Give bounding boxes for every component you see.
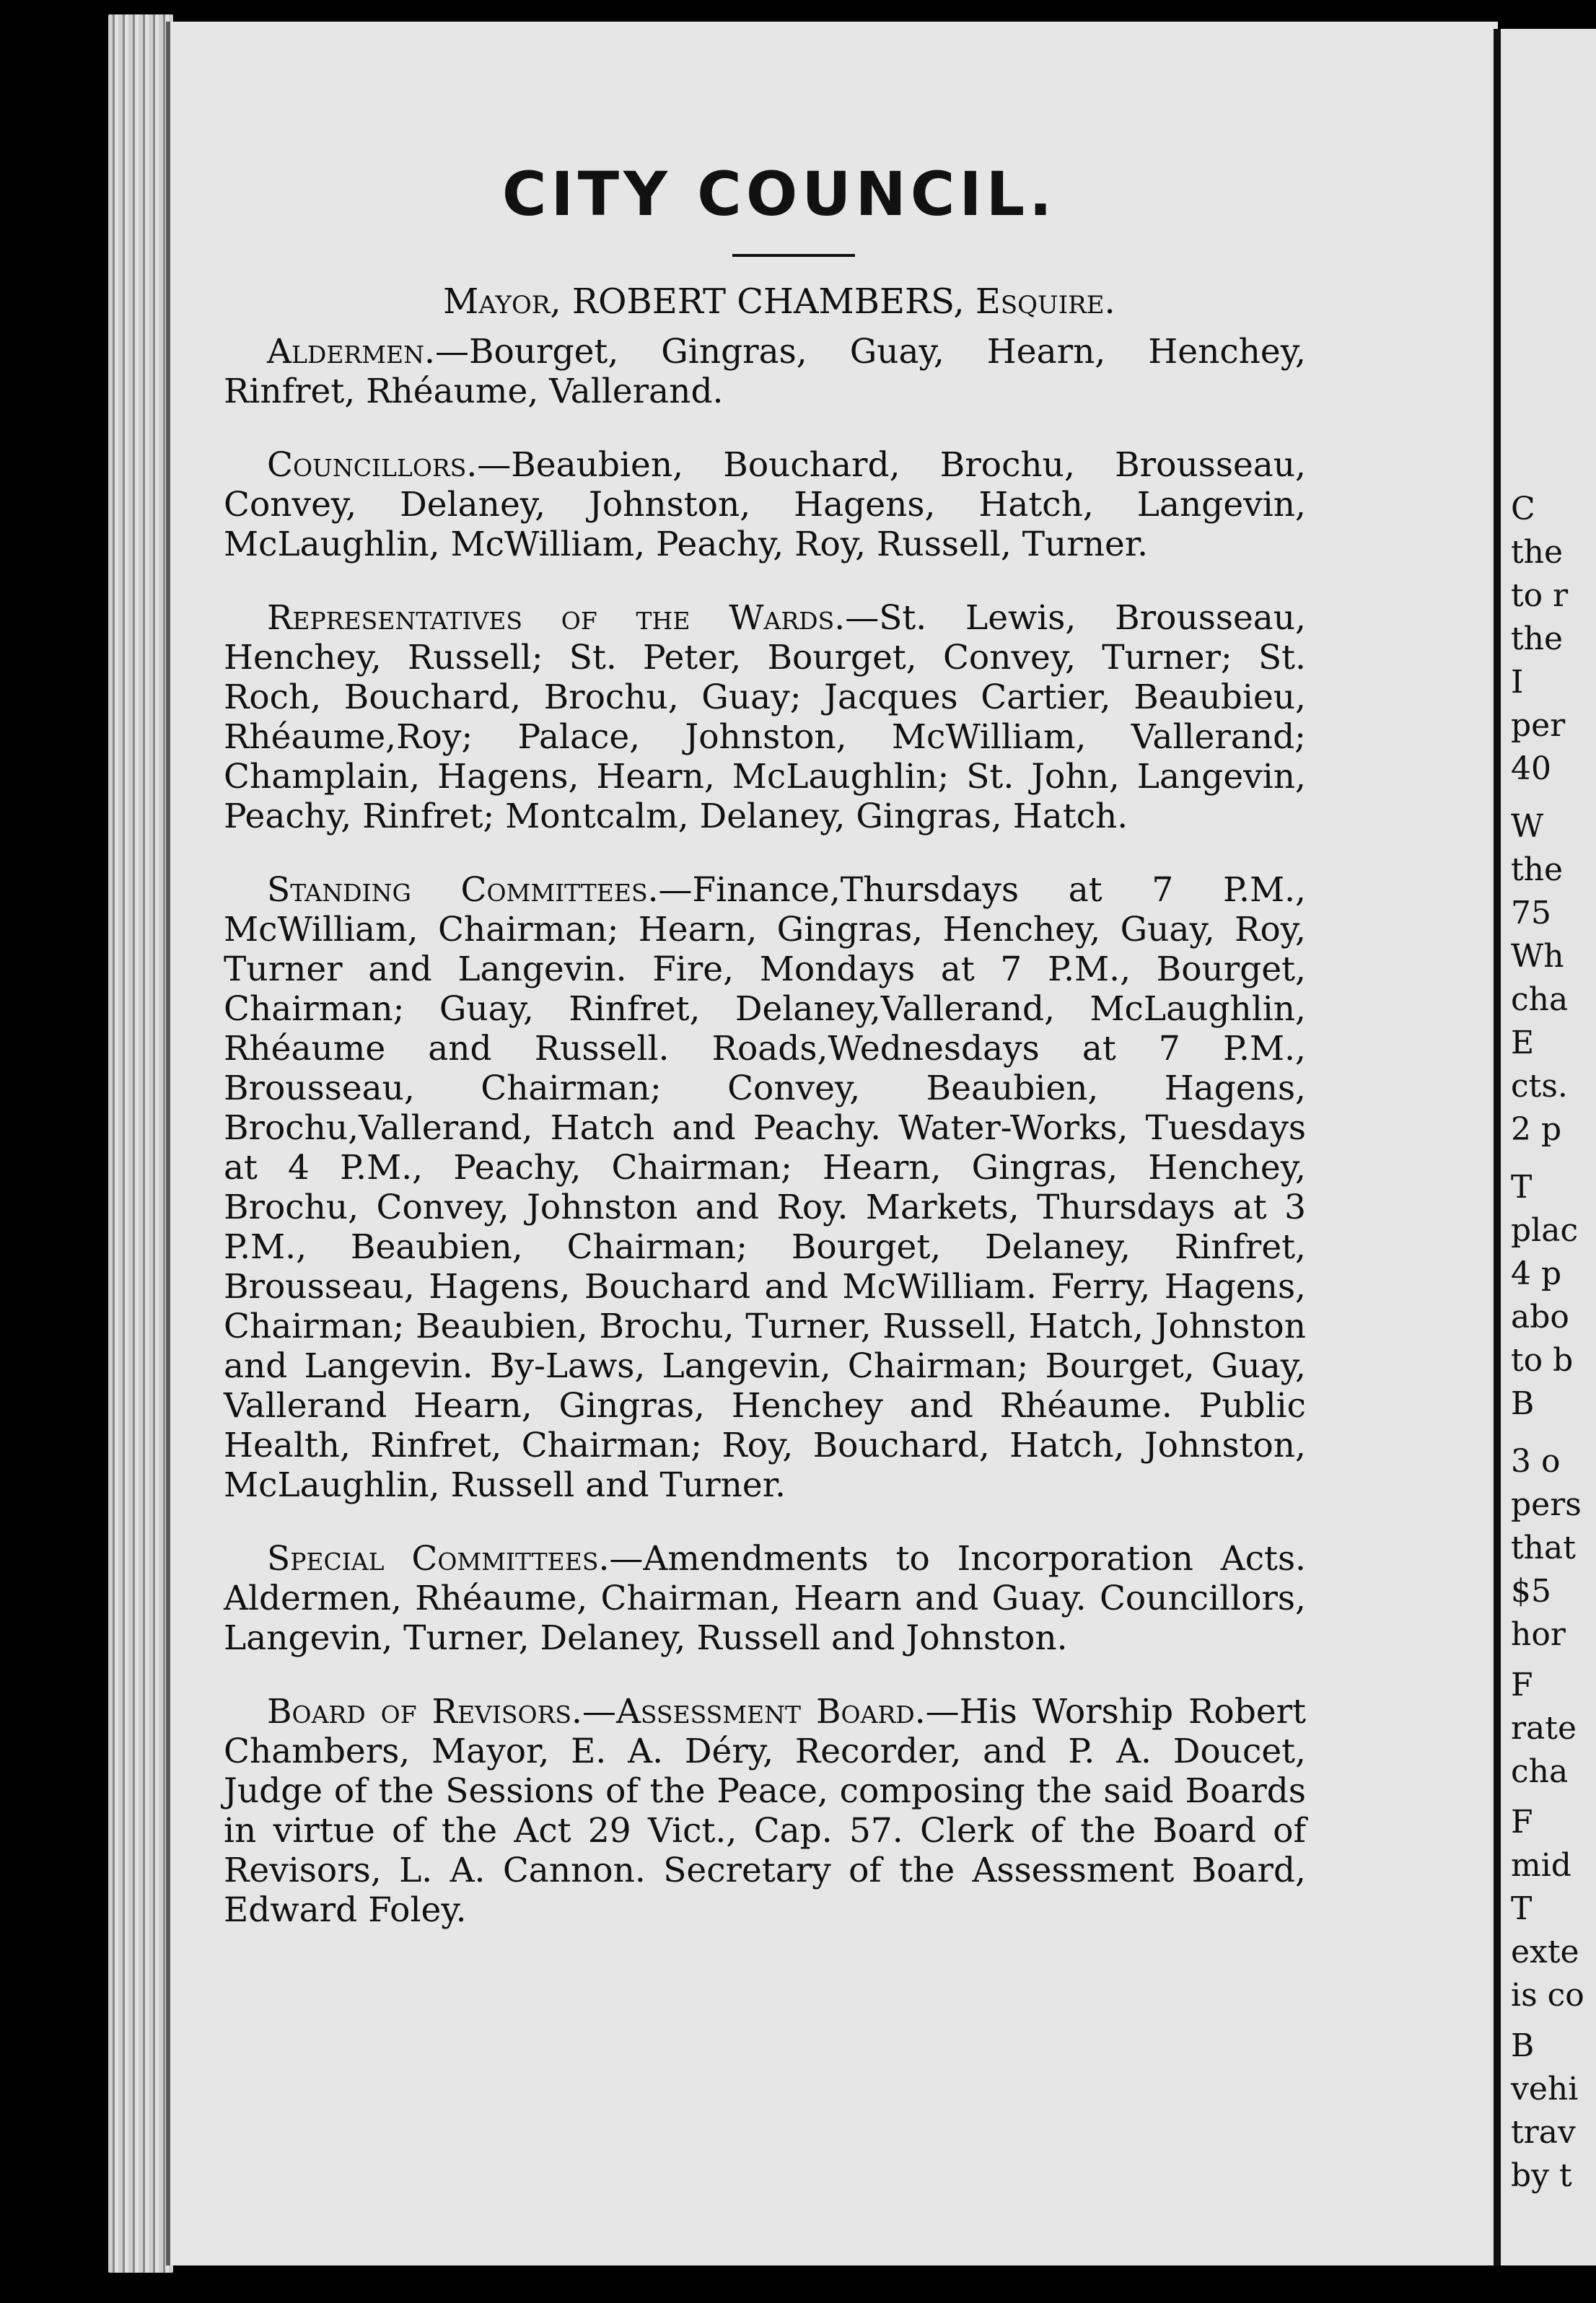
facing-page-fragment: 4 p [1511,1255,1562,1292]
facing-page-fragment: B [1511,1385,1535,1422]
paragraph-label: Representatives of the Wards. [267,598,846,638]
book-page-edges [108,14,173,2273]
page-content [224,43,1306,1964]
facing-page-fragment: F [1511,1804,1533,1841]
paragraph-label: Standing Committees. [267,870,659,910]
paragraph-label: Aldermen. [267,332,435,372]
paragraph-label: Board of Revisors.—Assessment Board. [267,1692,926,1732]
facing-page-fragment: vehi [1511,2071,1579,2107]
facing-page-fragment: by t [1511,2157,1572,2194]
facing-page-fragment: exte [1511,1934,1579,1970]
facing-page-fragment: hor [1511,1616,1566,1653]
facing-page-fragment: T [1511,1169,1533,1206]
facing-page-fragment: $5 [1511,1573,1551,1610]
facing-page-fragment: T [1511,1890,1533,1927]
facing-page-fragment: W [1511,808,1544,845]
facing-page-fragment: 40 [1511,750,1551,787]
facing-page-fragment: 2 p [1511,1111,1562,1148]
facing-page-fragment: I [1511,664,1524,701]
page-title: CITY COUNCIL. [501,159,1057,229]
paragraph-text: —Finance,Thursdays at 7 P.M., McWilliam, Chairman; Hearn, Gingras, Henchey, Guay, Roy, Turner and Langevin. Fire, Mondays at 7 P.M., Bourget, Chairman; Guay, Rinfret, Delaney,Vallerand, McLaughlin, Rhéaume and Russell. Roads,Wednesdays at 7 P.M., Brousseau, Chairman; Convey, Beaubien, Hagens, Brochu,Vallerand, Hatch and Peachy. Water-Works, Tuesdays at 4 P.M., Peachy, Chairman; Hearn, Gingras, Henchey, Brochu, Convey, Johnston and Roy. Markets, Thursdays at 3 P.M., Beaubien, Chairman; Bourget, Delaney, Rinfret, Brousseau, Hagens, Bouchard and McWilliam. Ferry, Hagens, Chairman; Beaubien, Brochu, Turner, Russell, Hatch, Johnston and Langevin. By-Laws, Langevin, Chairman; Bourget, Guay, Vallerand Hearn, Gingras, Henchey and Rhéaume. Public Health, Rinfret, Chairman; Roy, Bouchard, Hatch, Johnston, McLaughlin, Russell and Turner. [224,870,1306,1505]
facing-page-fragment: 75 [1511,895,1551,931]
facing-page-fragment: E [1511,1025,1535,1061]
facing-page-fragment: B [1511,2027,1535,2064]
facing-page-fragment: abo [1511,1299,1569,1335]
special-committees-paragraph [224,1539,1306,1658]
facing-page-fragment: C [1511,491,1535,527]
paragraph-text: —Bourget, Gingras, Guay, Hearn, Henchey, Rinfret, Rhéaume, Vallerand. [224,332,1306,411]
facing-page-fragment: is co [1511,1977,1584,2014]
paragraph-label: Councillors. [267,445,478,485]
paragraph-text: —St. Lewis, Brousseau, Henchey, Russell; St. Peter, Bourget, Convey, Turner; St. Roch, Bouchard, Brochu, Guay; Jacques Cartier, Beaubieu, Rhéaume,Roy; Palace, Johnston, McWilliam, Vallerand; Champlain, Hagens, Hearn, McLaughlin; St. John, Langevin, Peachy, Rinfret; Montcalm, Delaney, Gingras, Hatch. [224,598,1306,836]
title-rule [732,254,855,257]
facing-page-fragment: cha [1511,981,1569,1018]
paragraph-text: —Amendments to Incorporation Acts. Aldermen, Rhéaume, Chairman, Hearn and Guay. Councillors, Langevin, Turner, Delaney, Russell and Johnston. [224,1539,1307,1658]
facing-page-fragment: pers [1511,1486,1582,1523]
wards-paragraph [224,598,1306,836]
paragraph-text: —His Worship Robert Chambers, Mayor, E. A. Déry, Recorder, and P. A. Doucet, Judge of the Sessions of the Peace, composing the said Boards in virtue of the Act 29 Vict., Cap. 57. Clerk of the Board of Revisors, L. A. Cannon. Secretary of the Assessment Board, Edward Foley. [224,1692,1306,1930]
facing-page-fragment: Wh [1511,938,1564,975]
councillors-paragraph [224,445,1306,564]
facing-page-fragment: rate [1511,1710,1577,1747]
board-of-revisors-paragraph [224,1692,1306,1930]
facing-page-fragment: to b [1511,1342,1574,1379]
facing-page-fragment: to r [1511,577,1569,614]
facing-page-fragment: the [1511,534,1564,571]
mayor-line: Mayor, ROBERT CHAMBERS, Esquire. [443,281,1115,322]
paragraph-label: Special Committees. [267,1539,610,1579]
paragraph-text: —Beaubien, Bouchard, Brochu, Brousseau, Convey, Delaney, Johnston, Hagens, Hatch, Langevin, McLaughlin, McWilliam, Peachy, Roy, Russell, Turner. [224,445,1306,564]
facing-page-fragment: the [1511,620,1564,657]
aldermen-paragraph [224,332,1306,411]
facing-page-fragment: 3 o [1511,1443,1561,1480]
facing-page-fragment: mid [1511,1847,1571,1884]
facing-page [1494,29,1596,2265]
facing-page-fragment: that [1511,1530,1576,1566]
facing-page-fragment: the [1511,851,1564,888]
facing-page-fragment: cha [1511,1753,1569,1790]
facing-page-fragment: plac [1511,1212,1579,1249]
facing-page-fragment: per [1511,707,1566,744]
facing-page-fragment: cts. [1511,1068,1568,1105]
facing-page-fragment: F [1511,1667,1533,1703]
facing-page-fragment: trav [1511,2114,1576,2151]
standing-committees-paragraph [224,870,1306,1505]
